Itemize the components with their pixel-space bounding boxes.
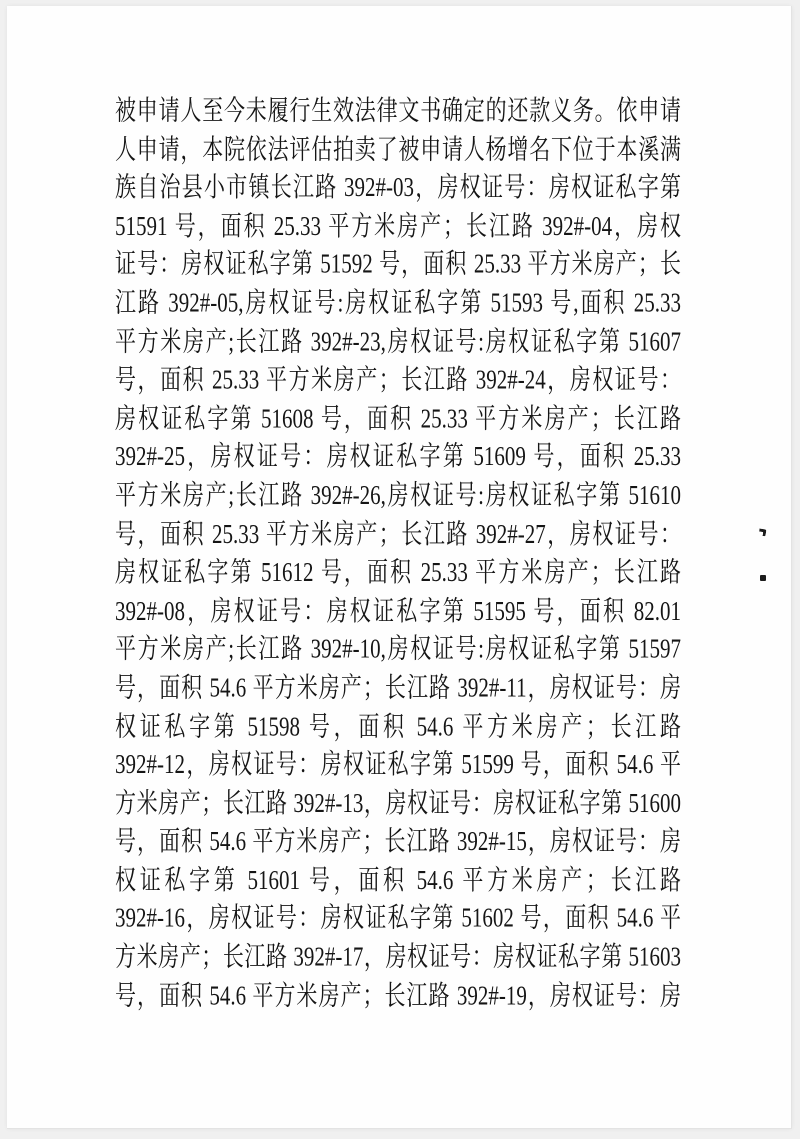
document-line: 号，面积 54.6 平方米房产；长江路 392#-19，房权证号：房: [115, 979, 681, 1011]
document-line: 平方米房产;长江路 392#-26,房权证号:房权证私字第 51610: [115, 479, 681, 511]
document-line: 房权证私字第 51612 号，面积 25.33 平方米房产；长江路: [115, 556, 681, 588]
document-line: 权证私字第 51598 号，面积 54.6 平方米房产；长江路: [115, 710, 681, 742]
document-line: 平方米房产;长江路 392#-23,房权证号:房权证私字第 51607: [115, 325, 681, 357]
document-line: 族自治县小市镇长江路 392#-03，房权证号：房权证私字第: [115, 171, 681, 203]
document-line: 被申请人至今未履行生效法律文书确定的还款义务。依申请: [115, 94, 681, 126]
document-line: 392#-12，房权证号：房权证私字第 51599 号，面积 54.6 平: [115, 748, 681, 780]
document-line: 权证私字第 51601 号，面积 54.6 平方米房产；长江路: [115, 864, 681, 896]
scan-speck: [759, 529, 767, 537]
document-body-text: [115, 92, 681, 1015]
document-line: 平方米房产;长江路 392#-10,房权证号:房权证私字第 51597: [115, 633, 681, 665]
document-line: 方米房产；长江路 392#-13，房权证号：房权证私字第 51600: [115, 787, 681, 819]
document-line: 51591 号，面积 25.33 平方米房产；长江路 392#-04，房权: [115, 210, 681, 242]
document-line: 392#-16，房权证号：房权证私字第 51602 号，面积 54.6 平: [115, 902, 681, 934]
document-line: 号，面积 54.6 平方米房产；长江路 392#-15，房权证号：房: [115, 825, 681, 857]
document-line: 方米房产；长江路 392#-17，房权证号：房权证私字第 51603: [115, 940, 681, 973]
document-line: 房权证私字第 51608 号，面积 25.33 平方米房产；长江路: [115, 402, 681, 434]
document-line: 392#-25，房权证号：房权证私字第 51609 号，面积 25.33: [115, 440, 681, 473]
document-line: 证号：房权证私字第 51592 号，面积 25.33 平方米房产；长: [115, 248, 681, 280]
document-line: 392#-08，房权证号：房权证私字第 51595 号，面积 82.01: [115, 594, 681, 626]
document-line: 号，面积 25.33 平方米房产；长江路 392#-27，房权证号：: [115, 517, 681, 549]
document-line: 人申请，本院依法评估拍卖了被申请人杨增名下位于本溪满: [115, 133, 681, 165]
paper-page: [7, 6, 792, 1129]
scan-speck: [760, 575, 766, 581]
document-line: 号，面积 54.6 平方米房产；长江路 392#-11，房权证号：房: [115, 671, 681, 703]
document-line: 江路 392#-05,房权证号:房权证私字第 51593 号,面积 25.33: [115, 286, 681, 319]
document-line: 号，面积 25.33 平方米房产；长江路 392#-24，房权证号：: [115, 363, 681, 396]
